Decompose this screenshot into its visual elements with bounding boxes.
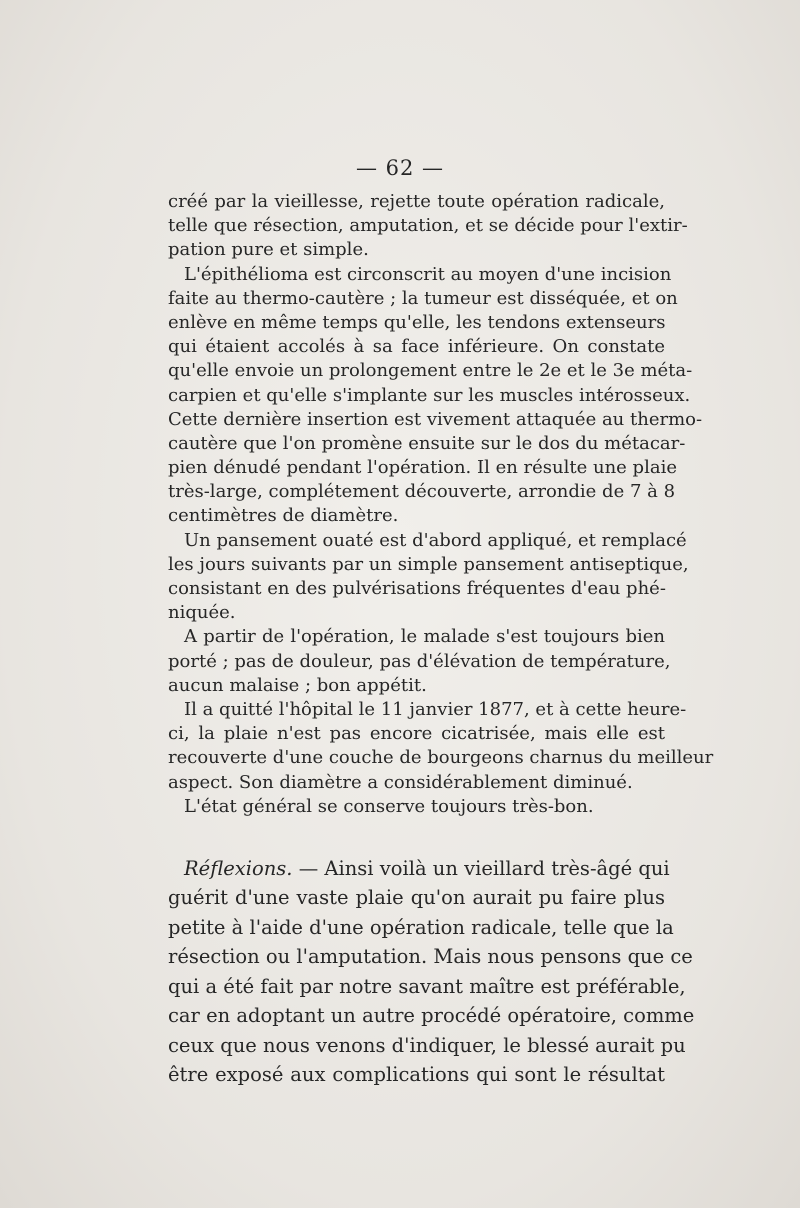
text-line: carpien et qu'elle s'implante sur les muscles intérosseux. <box>168 384 691 406</box>
text-line: Cette dernière insertion est vivement attaquée au thermo- <box>168 408 703 430</box>
reflexions-heading: Réflexions. <box>184 856 293 880</box>
text-line: créé par la vieillesse, rejette toute opération radicale, <box>168 191 665 212</box>
paragraph-operation <box>168 263 703 529</box>
text-line: niquée. <box>168 602 236 624</box>
paragraph-recovery <box>168 625 671 698</box>
text-line: porté ; pas de douleur, pas d'élévation de température, <box>168 650 671 672</box>
text-line <box>168 854 670 884</box>
text-line: recouverte d'une couche de bourgeons charnus du meilleur <box>168 747 714 769</box>
text-line: qu'elle envoie un prolongement entre le 2e et le 3e méta- <box>168 360 693 382</box>
paragraph-continuation <box>168 190 688 263</box>
text-line: qui a été fait par notre savant maître est préférable, <box>168 974 686 998</box>
paragraph-discharge <box>168 698 714 795</box>
text-line: telle que résection, amputation, et se décide pour l'extir- <box>168 215 688 237</box>
paragraph-dressing <box>168 529 689 626</box>
text-line: petite à l'aide d'une opération radicale, telle que la <box>168 915 674 939</box>
text-line: ceux que nous venons d'indiquer, le blessé aurait pu <box>168 1033 686 1057</box>
text-line: guérit d'une vaste plaie qu'on aurait pu faire plus <box>168 886 665 910</box>
text-line: très-large, complétement découverte, arrondie de 7 à 8 <box>168 481 676 503</box>
text-line: faite au thermo-cautère ; la tumeur est disséquée, et on <box>168 287 678 309</box>
text-line: résection ou l'amputation. Mais nous pensons que ce <box>168 945 693 969</box>
text-line: ci, la plaie n'est pas encore cicatrisée, mais elle est <box>168 723 665 745</box>
text-line: Un pansement ouaté est d'abord appliqué, et remplacé <box>184 529 687 551</box>
page-body-text <box>168 190 714 1090</box>
text-line: consistant en des pulvérisations fréquentes d'eau phé- <box>168 578 666 599</box>
text-line: enlève en même temps qu'elle, les tendons extenseurs <box>168 311 666 333</box>
text-line: pien dénudé pendant l'opération. Il en résulte une plaie <box>168 457 677 479</box>
text-line: L'état général se conserve toujours très-bon. <box>184 795 594 817</box>
reflexions-first-line: — Ainsi voilà un vieillard très-âgé qui <box>292 856 670 880</box>
paragraph-general-state <box>168 795 665 819</box>
text-line: qui étaient accolés à sa face inférieure. On constate <box>168 336 665 358</box>
text-line: aspect. Son diamètre a considérablement diminué. <box>168 771 633 793</box>
text-line: les jours suivants par un simple pansement antiseptique, <box>168 553 689 575</box>
text-line: car en adoptant un autre procédé opératoire, comme <box>168 1004 695 1028</box>
text-line: centimètres de diamètre. <box>168 505 399 527</box>
text-line: pation pure et simple. <box>168 239 369 261</box>
text-line: être exposé aux complications qui sont le résultat <box>168 1063 665 1087</box>
text-line: A partir de l'opération, le malade s'est toujours bien <box>184 626 665 648</box>
text-line: cautère que l'on promène ensuite sur le dos du métacar- <box>168 432 686 454</box>
paragraph-reflexions <box>168 854 695 1090</box>
text-line: L'épithélioma est circonscrit au moyen d'une incision <box>184 263 672 285</box>
section-gap <box>168 819 665 854</box>
text-line: Il a quitté l'hôpital le 11 janvier 1877, et à cette heure- <box>184 698 687 720</box>
page-number: — 62 — <box>355 156 445 180</box>
text-line: aucun malaise ; bon appétit. <box>168 674 427 696</box>
